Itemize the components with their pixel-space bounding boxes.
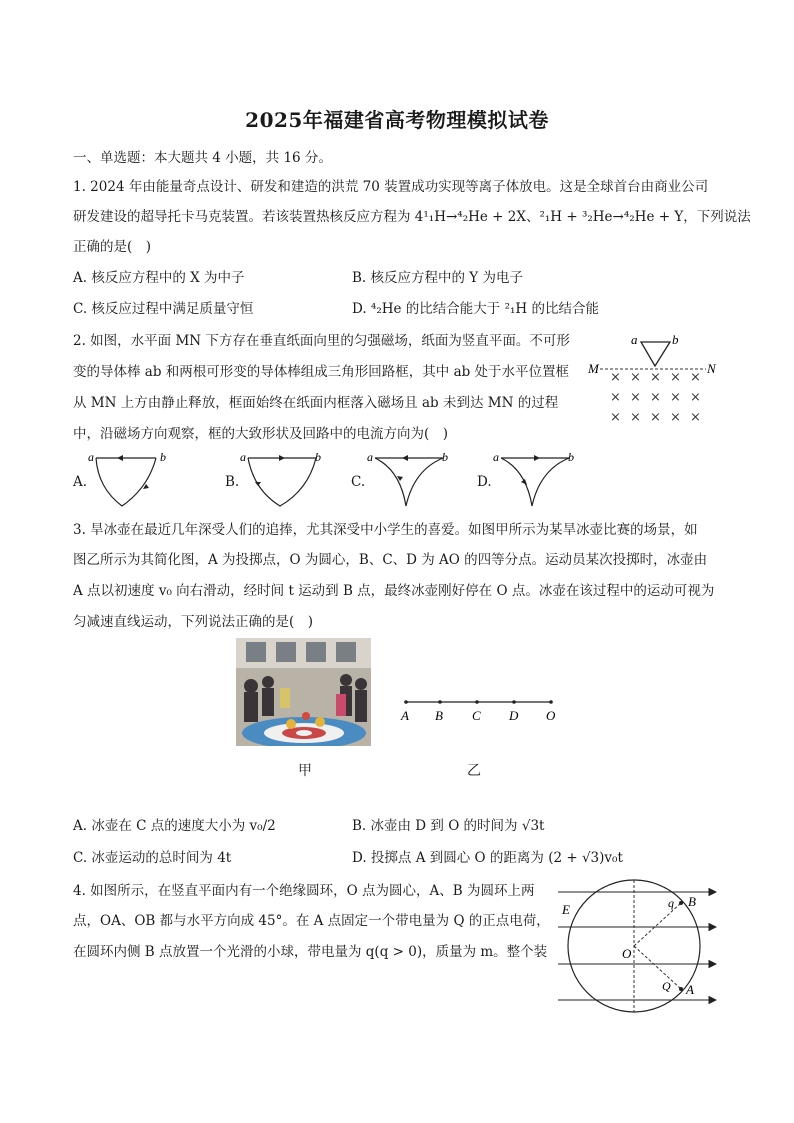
svg-text:a: a bbox=[88, 450, 94, 464]
caption-jia: 甲 bbox=[298, 763, 312, 779]
fig-label-n: N bbox=[707, 361, 716, 376]
svg-text:×: × bbox=[690, 410, 701, 425]
q2-option-a[interactable]: A. bbox=[73, 474, 88, 490]
fig-label-e: E bbox=[562, 902, 570, 917]
q3-option-b[interactable]: B. 冰壶由 D 到 O 的时间为 √3t bbox=[352, 818, 545, 834]
fig-label-b4: B bbox=[688, 894, 696, 909]
q2-option-a-figure bbox=[86, 448, 166, 510]
svg-text:×: × bbox=[690, 390, 701, 405]
point-c: C bbox=[472, 708, 481, 723]
fig-label-m: M bbox=[588, 361, 599, 376]
q2-option-d[interactable]: D. bbox=[477, 474, 492, 490]
q2-option-c-figure bbox=[364, 448, 454, 510]
q2-line-1: 2. 如图，水平面 MN 下方存在垂直纸面向里的匀强磁场，纸面为竖直平面。不可形 bbox=[73, 333, 570, 349]
point-d: D bbox=[509, 708, 519, 723]
fig-label-o: O bbox=[622, 946, 632, 961]
svg-text:×: × bbox=[670, 370, 681, 385]
q2-option-b-figure bbox=[236, 448, 326, 510]
svg-text:×: × bbox=[650, 390, 661, 405]
svg-text:b: b bbox=[568, 450, 574, 464]
svg-text:a: a bbox=[367, 450, 373, 464]
page-title: 2025年福建省高考物理模拟试卷 bbox=[245, 108, 549, 132]
svg-text:×: × bbox=[670, 390, 681, 405]
svg-text:a: a bbox=[493, 450, 499, 464]
fig-label-a4: A bbox=[686, 982, 694, 997]
point-a: A bbox=[401, 708, 409, 723]
svg-text:b: b bbox=[315, 450, 321, 464]
q1-option-b[interactable]: B. 核反应方程中的 Y 为电子 bbox=[352, 270, 523, 286]
q1-line-1: 1. 2024 年由能量奇点设计、研发和建造的洪荒 70 装置成功实现等离子体放电。这是全球首台由商业公司 bbox=[73, 179, 709, 195]
svg-text:×: × bbox=[630, 370, 641, 385]
svg-text:×: × bbox=[630, 390, 641, 405]
q3-line-4: 匀减速直线运动，下列说法正确的是( ) bbox=[73, 614, 314, 630]
q1-option-a[interactable]: A. 核反应方程中的 X 为中子 bbox=[73, 270, 245, 286]
q2-option-b[interactable]: B. bbox=[225, 474, 240, 490]
q2-line-3: 从 MN 上方由静止释放，框面始终在纸面内框落入磁场且 ab 未到达 MN 的过程 bbox=[73, 395, 559, 411]
q2-option-d-figure bbox=[490, 448, 580, 510]
fig-label-qq: Q bbox=[662, 979, 671, 993]
fig-label-q: q bbox=[668, 896, 674, 910]
q2-line-2: 变的导体棒 ab 和两根可形变的导体棒组成三角形回路框，其中 ab 处于水平位置框 bbox=[73, 364, 570, 380]
fig-label-b: b bbox=[672, 332, 679, 347]
q4-line-3: 在圆环内侧 B 点放置一个光滑的小球，带电量为 q(q > 0)，质量为 m。整个装 bbox=[73, 944, 548, 960]
fig-label-a: a bbox=[631, 332, 638, 347]
caption-yi: 乙 bbox=[467, 763, 481, 779]
q4-ring-figure bbox=[556, 872, 726, 1020]
svg-text:×: × bbox=[650, 410, 661, 425]
q3-option-c[interactable]: C. 冰壶运动的总时间为 4t bbox=[73, 850, 232, 866]
field-crosses bbox=[610, 370, 701, 425]
svg-text:×: × bbox=[610, 370, 621, 385]
point-b: B bbox=[435, 708, 443, 723]
svg-text:×: × bbox=[610, 410, 621, 425]
svg-text:a: a bbox=[240, 450, 246, 464]
q3-line-1: 3. 旱冰壶在最近几年深受人们的追捧，尤其深受中小学生的喜爱。如图甲所示为某旱冰壶比赛的场景，如 bbox=[73, 522, 698, 538]
q3-option-a[interactable]: A. 冰壶在 C 点的速度大小为 v₀/2 bbox=[73, 818, 276, 834]
q1-option-d[interactable]: D. ⁴₂He 的比结合能大于 ²₁H 的比结合能 bbox=[352, 301, 599, 317]
curling-photo bbox=[236, 638, 371, 746]
svg-text:×: × bbox=[670, 410, 681, 425]
triangle-frame bbox=[641, 342, 670, 366]
section-heading: 一、单选题：本大题共 4 小题，共 16 分。 bbox=[73, 150, 332, 166]
q3-line-diagram bbox=[396, 692, 566, 726]
svg-text:×: × bbox=[630, 410, 641, 425]
q4-line-1: 4. 如图所示，在竖直平面内有一个绝缘圆环，O 点为圆心，A、B 为圆环上两 bbox=[73, 883, 535, 899]
point-o: O bbox=[546, 708, 556, 723]
svg-text:×: × bbox=[690, 370, 701, 385]
q4-line-2: 点，OA、OB 都与水平方向成 45°。在 A 点固定一个带电量为 Q 的正点电荷， bbox=[73, 913, 550, 929]
svg-text:×: × bbox=[650, 370, 661, 385]
svg-text:b: b bbox=[160, 450, 166, 464]
q1-line-3: 正确的是( ) bbox=[73, 239, 152, 255]
q3-line-2: 图乙所示为其简化图，A 为投掷点，O 为圆心，B、C、D 为 AO 的四等分点。运动员某次投掷时，冰壶由 bbox=[73, 552, 708, 568]
svg-text:×: × bbox=[610, 390, 621, 405]
q1-line-2: 研发建设的超导托卡马克装置。若该装置热核反应方程为 4¹₁H→⁴₂He + 2X、²₁H + ³₂He→⁴₂He + Y，下列说法 bbox=[73, 209, 751, 225]
q3-option-d[interactable]: D. 投掷点 A 到圆心 O 的距离为 (2 + √3)v₀t bbox=[352, 850, 623, 866]
q2-field-figure bbox=[586, 330, 726, 430]
q1-option-c[interactable]: C. 核反应过程中满足质量守恒 bbox=[73, 301, 254, 317]
q2-option-c[interactable]: C. bbox=[351, 474, 366, 490]
svg-text:b: b bbox=[442, 450, 448, 464]
q3-line-3: A 点以初速度 v₀ 向右滑动，经时间 t 运动到 B 点，最终冰壶刚好停在 O 点。冰壶在该过程中的运动可视为 bbox=[73, 583, 715, 599]
q2-line-4: 中，沿磁场方向观察，框的大致形状及回路中的电流方向为( ) bbox=[73, 426, 449, 442]
